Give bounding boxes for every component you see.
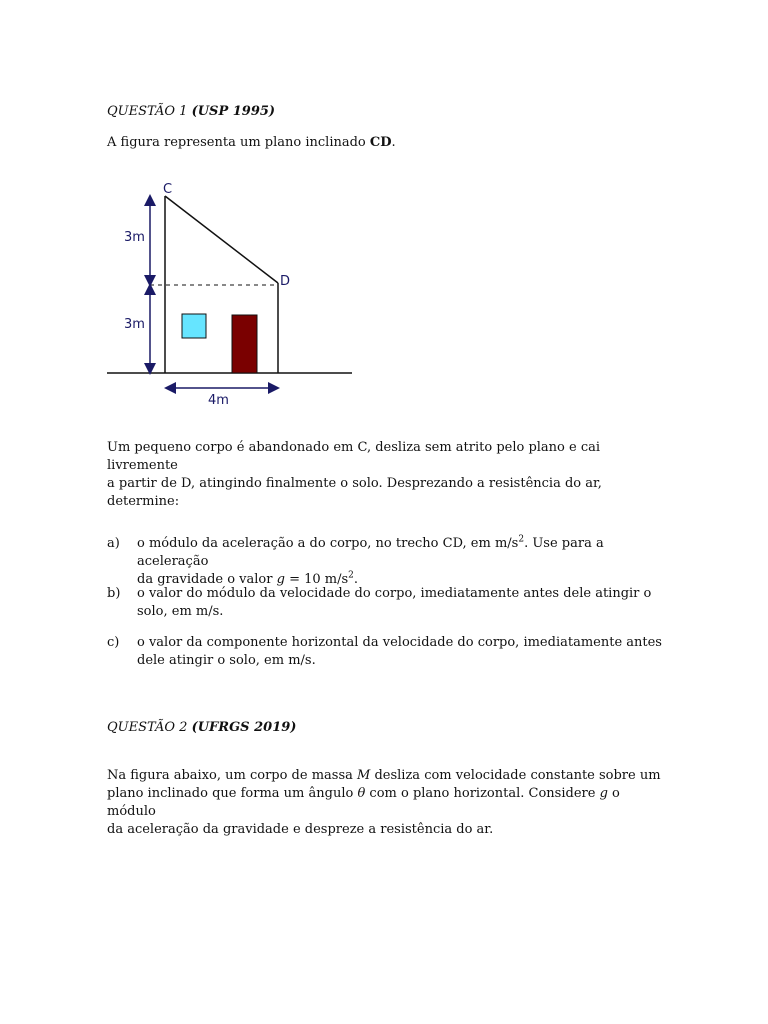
item-c-label: c) (107, 635, 120, 650)
item-b-label: b) (107, 586, 121, 601)
item-a (107, 534, 667, 587)
q2-line-1 (107, 767, 667, 785)
body-line-2: a partir de D, atingindo finalmente o solo. Desprezando a resistência do ar, determine: (107, 476, 602, 509)
door (232, 315, 257, 373)
item-b (107, 585, 667, 621)
incline-cd (165, 196, 278, 283)
question-2-label: QUESTÃO 2 (107, 720, 192, 735)
window (182, 314, 206, 338)
q2-text-5: o módulo (107, 786, 620, 819)
question-2-source: (UFRGS 2019) (191, 720, 297, 735)
q2-var-theta: θ (357, 786, 366, 801)
body-line-1: Um pequeno corpo é abandonado em C, desliza sem atrito pelo plano e cai livremente (107, 440, 601, 473)
item-a-line-1 (137, 535, 667, 571)
label-d: D (280, 274, 291, 289)
intro-text: A figura representa um plano inclinado (107, 135, 370, 150)
item-a-var-g: g (276, 572, 285, 587)
item-a-label: a) (107, 536, 120, 551)
q2-text-1: Na figura abaixo, um corpo de massa (107, 768, 358, 783)
question-2-heading (107, 719, 296, 737)
question-1-source: (USP 1995) (191, 104, 276, 119)
label-dim-top: 3m (124, 230, 145, 245)
question-1-body (107, 439, 667, 511)
label-dim-width: 4m (208, 393, 229, 408)
label-c: C (163, 182, 173, 197)
item-c-line-2: dele atingir o solo, em m/s. (137, 653, 316, 668)
item-a-text-2: . Use para a aceleração (137, 536, 604, 569)
inclined-plane-figure (100, 175, 360, 415)
q2-var-m: M (357, 768, 371, 783)
item-b-line-1: o valor do módulo da velocidade do corpo, imediatamente antes dele atingir o (137, 586, 652, 601)
item-c (107, 634, 667, 670)
q2-line-3: da aceleração da gravidade e despreze a resistência do ar. (107, 822, 494, 837)
item-a-sup-2: 2 (348, 570, 354, 581)
q2-line-2 (107, 785, 667, 821)
q2-text-4: com o plano horizontal. Considere (365, 786, 600, 801)
intro-cd: CD (369, 135, 392, 150)
question-1-label: QUESTÃO 1 (107, 104, 192, 119)
intro-period: . (391, 135, 396, 150)
q2-text-3: plano inclinado que forma um ângulo (107, 786, 358, 801)
item-a-text-1: o módulo da aceleração a do corpo, no trecho CD, em m/s (137, 536, 519, 551)
item-b-line-2: solo, em m/s. (137, 604, 224, 619)
question-1-heading (107, 103, 275, 121)
question-2-body (107, 767, 667, 839)
item-a-math: = 10 m/s (284, 572, 349, 587)
q2-text-2: desliza com velocidade constante sobre um (370, 768, 661, 783)
item-a-text-3: da gravidade o valor (137, 572, 277, 587)
item-c-line-1: o valor da componente horizontal da velocidade do corpo, imediatamente antes (137, 635, 662, 650)
label-dim-bottom: 3m (124, 317, 145, 332)
q2-var-g: g (599, 786, 608, 801)
item-a-text-4: . (353, 572, 359, 587)
item-a-sup-1: 2 (518, 534, 525, 545)
question-1-intro (107, 134, 667, 152)
